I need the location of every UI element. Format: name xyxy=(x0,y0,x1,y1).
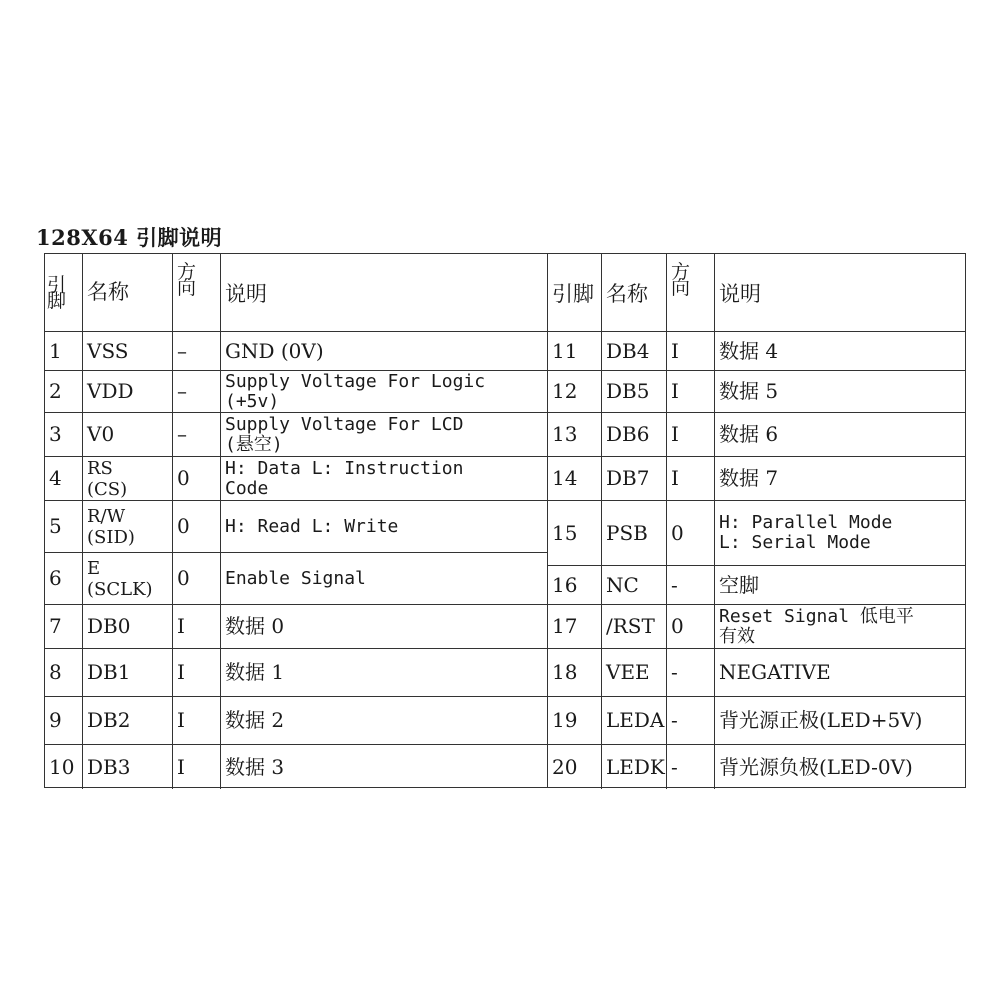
cell-dir-text: – xyxy=(177,338,187,363)
cell-pin-text: 5 xyxy=(49,514,62,538)
cell-desc-text: 数据 3 xyxy=(225,754,285,779)
cell-name-text: VEE xyxy=(606,660,650,684)
table-cell-name xyxy=(83,501,173,552)
pin-table xyxy=(44,253,966,788)
cell-pin-text: 15 xyxy=(552,520,578,545)
table-cell-name xyxy=(602,566,667,604)
cell-dir-text: I xyxy=(671,379,679,403)
table-cell-pin xyxy=(548,745,602,789)
table-row xyxy=(45,649,547,697)
cell-pin-text: 2 xyxy=(49,379,62,403)
header-pin: 引脚 xyxy=(552,282,594,306)
cell-desc-text: 数据 4 xyxy=(719,338,779,363)
table-row xyxy=(548,745,966,789)
header-cell xyxy=(602,254,667,331)
table-cell-desc xyxy=(715,566,966,604)
table-cell-dir xyxy=(667,697,715,744)
table-row xyxy=(548,649,966,697)
table-cell-pin xyxy=(45,371,83,412)
table-cell-name xyxy=(602,745,667,789)
cell-dir-text: I xyxy=(177,754,185,779)
table-row xyxy=(548,332,966,371)
cell-name-text: DB5 xyxy=(606,379,650,403)
cell-desc-text: H: Parallel Mode L: Serial Mode xyxy=(719,512,893,553)
cell-desc-text: Supply Voltage For LCD (悬空) xyxy=(225,413,464,455)
header-desc: 说明 xyxy=(719,282,761,306)
header-dir: 方向 xyxy=(177,261,197,299)
table-cell-dir xyxy=(667,371,715,412)
cell-dir-text: - xyxy=(671,708,678,732)
cell-dir-text: 0 xyxy=(671,614,684,638)
cell-dir-text: I xyxy=(177,614,185,638)
page-title: 128X64 引脚说明 xyxy=(36,225,223,250)
cell-pin-text: 11 xyxy=(552,338,578,363)
cell-pin-text: 19 xyxy=(552,708,578,732)
cell-name-text: DB2 xyxy=(87,708,131,732)
table-cell-desc xyxy=(221,457,547,500)
table-cell-dir xyxy=(667,413,715,456)
header-name: 名称 xyxy=(87,280,129,304)
table-cell-name xyxy=(83,332,173,370)
cell-desc-text: Enable Signal xyxy=(225,567,366,589)
table-row xyxy=(45,697,547,745)
table-cell-pin xyxy=(45,649,83,696)
table-cell-dir xyxy=(173,745,221,789)
cell-dir-text: I xyxy=(177,708,185,732)
table-cell-dir xyxy=(173,605,221,648)
table-row xyxy=(45,745,547,789)
table-cell-name xyxy=(602,605,667,648)
table-cell-pin xyxy=(548,501,602,565)
table-row xyxy=(45,605,547,649)
cell-name-text: DB6 xyxy=(606,422,650,446)
cell-desc-text: 数据 6 xyxy=(719,422,779,446)
table-cell-pin xyxy=(548,371,602,412)
table-cell-desc xyxy=(221,501,547,552)
header-cell xyxy=(173,254,221,331)
table-row xyxy=(45,332,547,371)
table-cell-desc xyxy=(715,332,966,370)
table-cell-pin xyxy=(548,457,602,500)
table-cell-desc xyxy=(221,553,547,604)
header-cell xyxy=(715,254,966,331)
table-cell-dir xyxy=(173,553,221,604)
table-cell-dir xyxy=(173,413,221,456)
cell-dir-text: 0 xyxy=(177,514,190,538)
table-cell-name xyxy=(602,649,667,696)
table-cell-dir xyxy=(173,457,221,500)
cell-name-text: LEDA xyxy=(606,708,665,732)
cell-dir-text: I xyxy=(671,466,679,490)
table-cell-pin xyxy=(45,605,83,648)
table-row xyxy=(548,566,966,605)
table-cell-pin xyxy=(45,457,83,500)
cell-desc-text: 数据 2 xyxy=(225,708,285,732)
table-row xyxy=(548,413,966,457)
cell-pin-text: 3 xyxy=(49,422,62,446)
cell-desc-text: 数据 1 xyxy=(225,660,285,684)
table-cell-dir xyxy=(667,332,715,370)
table-cell-pin xyxy=(45,553,83,604)
cell-pin-text: 1 xyxy=(49,338,62,363)
table-cell-desc xyxy=(715,649,966,696)
table-cell-desc xyxy=(715,745,966,789)
cell-desc-text: Reset Signal 低电平 有效 xyxy=(719,605,914,647)
cell-name-text: E (SCLK) xyxy=(87,557,153,600)
cell-dir-text: 0 xyxy=(177,566,190,590)
header-row xyxy=(45,254,547,332)
table-cell-dir xyxy=(667,457,715,500)
header-dir: 方向 xyxy=(671,261,691,299)
table-cell-pin xyxy=(548,605,602,648)
table-cell-name xyxy=(602,413,667,456)
cell-name-text: DB4 xyxy=(606,338,650,363)
cell-pin-text: 13 xyxy=(552,422,578,446)
table-cell-dir xyxy=(173,332,221,370)
cell-name-text: R/W (SID) xyxy=(87,505,135,548)
table-cell-name xyxy=(83,457,173,500)
cell-pin-text: 16 xyxy=(552,572,578,597)
table-cell-pin xyxy=(45,332,83,370)
table-cell-dir xyxy=(667,745,715,789)
cell-name-text: PSB xyxy=(606,520,648,545)
table-row xyxy=(45,371,547,413)
header-pin: 引脚 xyxy=(47,273,67,312)
cell-dir-text: - xyxy=(671,754,678,779)
table-cell-pin xyxy=(45,745,83,789)
header-desc: 说明 xyxy=(225,282,267,306)
cell-dir-text: I xyxy=(671,422,679,446)
header-cell xyxy=(45,254,83,331)
table-cell-pin xyxy=(548,413,602,456)
table-cell-pin xyxy=(45,697,83,744)
table-cell-desc xyxy=(221,605,547,648)
cell-name-text: VSS xyxy=(87,338,129,363)
cell-pin-text: 18 xyxy=(552,660,578,684)
cell-name-text: V0 xyxy=(87,422,115,446)
table-cell-dir xyxy=(667,501,715,565)
pin-table-right xyxy=(547,254,966,787)
table-cell-desc xyxy=(715,501,966,565)
cell-dir-text: - xyxy=(671,660,678,684)
cell-desc-text: 背光源正极(LED+5V) xyxy=(719,708,923,732)
cell-pin-text: 17 xyxy=(552,614,578,638)
cell-desc-text: GND (0V) xyxy=(225,338,324,363)
table-cell-pin xyxy=(45,413,83,456)
table-cell-dir xyxy=(667,566,715,604)
cell-pin-text: 4 xyxy=(49,466,62,490)
table-row xyxy=(548,697,966,745)
cell-dir-text: 0 xyxy=(671,520,684,545)
cell-dir-text: I xyxy=(671,338,679,363)
header-cell xyxy=(548,254,602,331)
table-cell-desc xyxy=(221,371,547,412)
cell-dir-text: - xyxy=(671,572,678,597)
table-cell-pin xyxy=(45,501,83,552)
cell-desc-text: H: Read L: Write xyxy=(225,515,399,537)
table-cell-name xyxy=(83,605,173,648)
table-cell-dir xyxy=(667,605,715,648)
cell-name-text: DB1 xyxy=(87,660,131,684)
table-row xyxy=(548,605,966,649)
table-cell-dir xyxy=(173,501,221,552)
table-cell-name xyxy=(602,697,667,744)
cell-desc-text: H: Data L: Instruction Code xyxy=(225,457,464,499)
table-row xyxy=(548,501,966,566)
table-cell-dir xyxy=(173,697,221,744)
table-cell-dir xyxy=(173,371,221,412)
cell-desc-text: Supply Voltage For Logic (+5v) xyxy=(225,371,486,412)
table-cell-desc xyxy=(221,697,547,744)
cell-dir-text: – xyxy=(177,422,187,446)
table-cell-desc xyxy=(715,697,966,744)
cell-name-text: DB0 xyxy=(87,614,131,638)
table-cell-pin xyxy=(548,697,602,744)
table-cell-desc xyxy=(221,649,547,696)
table-cell-dir xyxy=(667,649,715,696)
cell-name-text: RS (CS) xyxy=(87,457,128,500)
table-cell-name xyxy=(83,649,173,696)
cell-pin-text: 20 xyxy=(552,754,578,779)
cell-desc-text: 背光源负极(LED-0V) xyxy=(719,754,913,779)
cell-desc-text: 空脚 xyxy=(719,572,759,597)
table-cell-desc xyxy=(715,605,966,648)
table-row xyxy=(548,371,966,413)
cell-pin-text: 14 xyxy=(552,466,578,490)
table-cell-name xyxy=(83,745,173,789)
cell-name-text: DB7 xyxy=(606,466,650,490)
table-cell-desc xyxy=(221,745,547,789)
table-cell-name xyxy=(83,371,173,412)
table-cell-name xyxy=(602,501,667,565)
table-cell-desc xyxy=(715,457,966,500)
cell-dir-text: – xyxy=(177,379,187,403)
header-row xyxy=(548,254,966,332)
cell-name-text: LEDK xyxy=(606,754,665,779)
cell-pin-text: 6 xyxy=(49,566,62,590)
table-cell-dir xyxy=(173,649,221,696)
cell-name-text: VDD xyxy=(87,379,134,403)
header-cell xyxy=(83,254,173,331)
cell-pin-text: 9 xyxy=(49,708,62,732)
cell-name-text: /RST xyxy=(606,614,655,638)
table-cell-pin xyxy=(548,649,602,696)
table-cell-desc xyxy=(221,413,547,456)
table-cell-desc xyxy=(715,413,966,456)
table-row xyxy=(45,553,547,605)
cell-pin-text: 10 xyxy=(49,754,75,779)
table-cell-name xyxy=(602,332,667,370)
table-cell-desc xyxy=(221,332,547,370)
header-name: 名称 xyxy=(606,282,648,306)
table-cell-name xyxy=(83,697,173,744)
table-row xyxy=(45,413,547,457)
table-cell-name xyxy=(602,457,667,500)
table-cell-pin xyxy=(548,332,602,370)
cell-name-text: NC xyxy=(606,572,639,597)
cell-pin-text: 12 xyxy=(552,379,578,403)
cell-pin-text: 7 xyxy=(49,614,62,638)
table-row xyxy=(45,501,547,553)
table-cell-pin xyxy=(548,566,602,604)
pin-table-left xyxy=(45,254,547,787)
cell-dir-text: I xyxy=(177,660,185,684)
cell-desc-text: 数据 0 xyxy=(225,614,285,638)
table-cell-name xyxy=(602,371,667,412)
table-cell-desc xyxy=(715,371,966,412)
cell-desc-text: NEGATIVE xyxy=(719,660,831,684)
header-cell xyxy=(221,254,547,331)
cell-dir-text: 0 xyxy=(177,466,190,490)
cell-pin-text: 8 xyxy=(49,660,62,684)
cell-desc-text: 数据 5 xyxy=(719,379,779,403)
cell-desc-text: 数据 7 xyxy=(719,466,779,490)
header-cell xyxy=(667,254,715,331)
table-row xyxy=(548,457,966,501)
table-cell-name xyxy=(83,553,173,604)
table-row xyxy=(45,457,547,501)
cell-name-text: DB3 xyxy=(87,754,131,779)
table-cell-name xyxy=(83,413,173,456)
